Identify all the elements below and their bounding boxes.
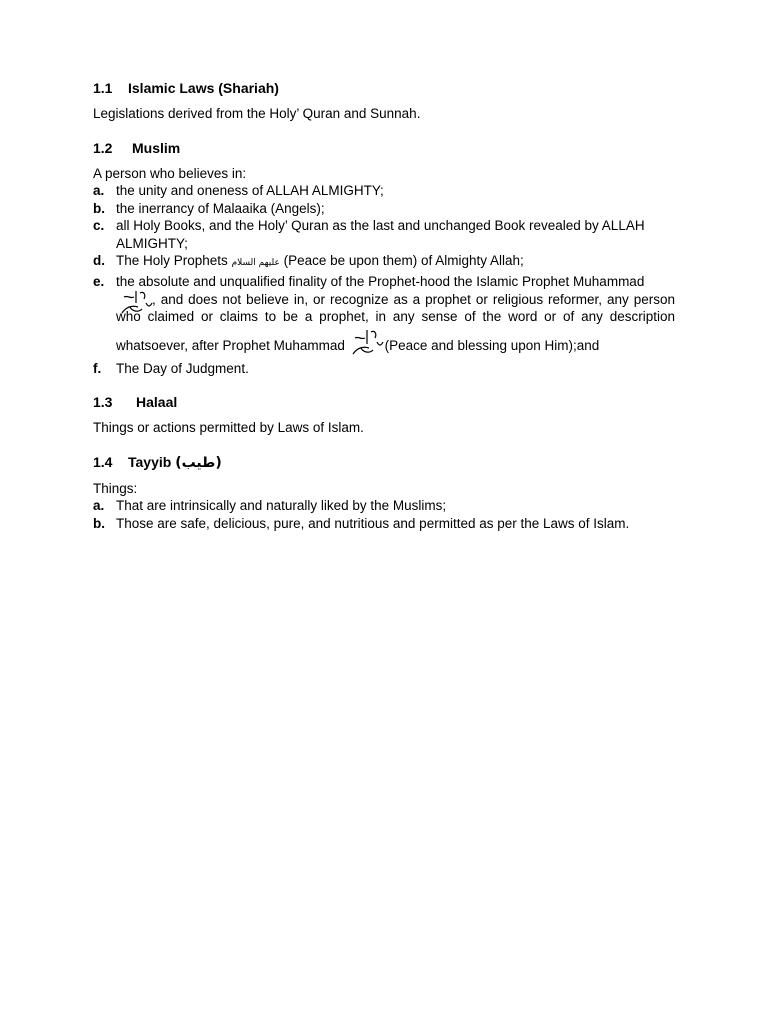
list-marker: c. xyxy=(93,218,105,234)
list-marker: b. xyxy=(93,515,105,531)
list-item xyxy=(93,182,675,200)
section-heading xyxy=(93,453,675,472)
section-number: 1.2 xyxy=(93,139,113,156)
section-heading xyxy=(93,139,675,157)
list-item xyxy=(93,217,675,252)
list-text: (Peace be upon them) of Almighty Allah; xyxy=(283,253,524,269)
list-text: That are intrinsically and naturally liked by the Muslims; xyxy=(116,498,447,514)
list-item xyxy=(93,360,675,378)
list-text: the absolute and unqualified finality of the Prophet-hood the Islamic Prophet Muhammad xyxy=(116,273,645,289)
list-marker: e. xyxy=(93,273,105,289)
list-marker: f. xyxy=(93,360,102,376)
list-text: Those are safe, delicious, pure, and nutritious and permitted as per the Laws of Islam. xyxy=(116,515,630,531)
document-page xyxy=(93,79,675,533)
list-text: , and does not believe in, or recognize as a prophet or religious reformer, any person who claimed or claims to be a prophet, in any sense of the word or of any description whatsoever, after Prophet Muhammad xyxy=(116,291,675,353)
salawat-calligraphy-icon xyxy=(349,326,385,360)
list-item xyxy=(93,497,675,515)
list-marker: a. xyxy=(93,183,105,198)
section-title-arabic: (طيب) xyxy=(175,454,222,471)
section-number: 1.4 xyxy=(93,453,113,470)
section-tayyib xyxy=(93,453,675,533)
section-intro: Things: xyxy=(93,480,138,496)
list-marker: a. xyxy=(93,498,105,514)
list-item xyxy=(93,273,675,360)
section-title: Muslim xyxy=(132,139,181,156)
section-title: Tayyib xyxy=(128,453,172,470)
salawat-calligraphy-icon xyxy=(116,291,152,308)
section-heading xyxy=(93,393,675,411)
section-heading xyxy=(93,79,675,97)
list-item xyxy=(93,200,675,218)
section-halaal xyxy=(93,393,675,437)
list-marker: b. xyxy=(93,200,105,216)
list-marker: d. xyxy=(93,253,105,269)
arabic-honorific: عليهم السلام xyxy=(231,258,280,269)
section-islamic-laws xyxy=(93,79,675,123)
section-title: Halaal xyxy=(136,394,178,411)
section-intro: A person who believes in: xyxy=(93,165,247,181)
section-number: 1.3 xyxy=(93,394,113,411)
section-number: 1.1 xyxy=(93,80,113,96)
section-body: Legislations derived from the Holy’ Quran and Sunnah. xyxy=(93,106,421,121)
section-muslim xyxy=(93,139,675,378)
section-body: Things or actions permitted by Laws of Islam. xyxy=(93,420,364,436)
list-text: the unity and oneness of ALLAH ALMIGHTY; xyxy=(116,183,384,198)
list-text: The Holy Prophets xyxy=(116,253,228,269)
list-text: The Day of Judgment. xyxy=(116,360,249,376)
list-text: (Peace and blessing upon Him);and xyxy=(384,337,600,353)
section-title: Islamic Laws (Shariah) xyxy=(128,80,279,96)
list-text: all Holy Books, and the Holy’ Quran as the last and unchanged Book revealed by ALLAH ALMIGHTY; xyxy=(116,218,645,251)
list-item xyxy=(93,252,675,273)
tayyib-list xyxy=(93,497,675,532)
list-text: the inerrancy of Malaaika (Angels); xyxy=(116,200,325,216)
belief-list xyxy=(93,182,675,377)
list-item xyxy=(93,515,675,533)
